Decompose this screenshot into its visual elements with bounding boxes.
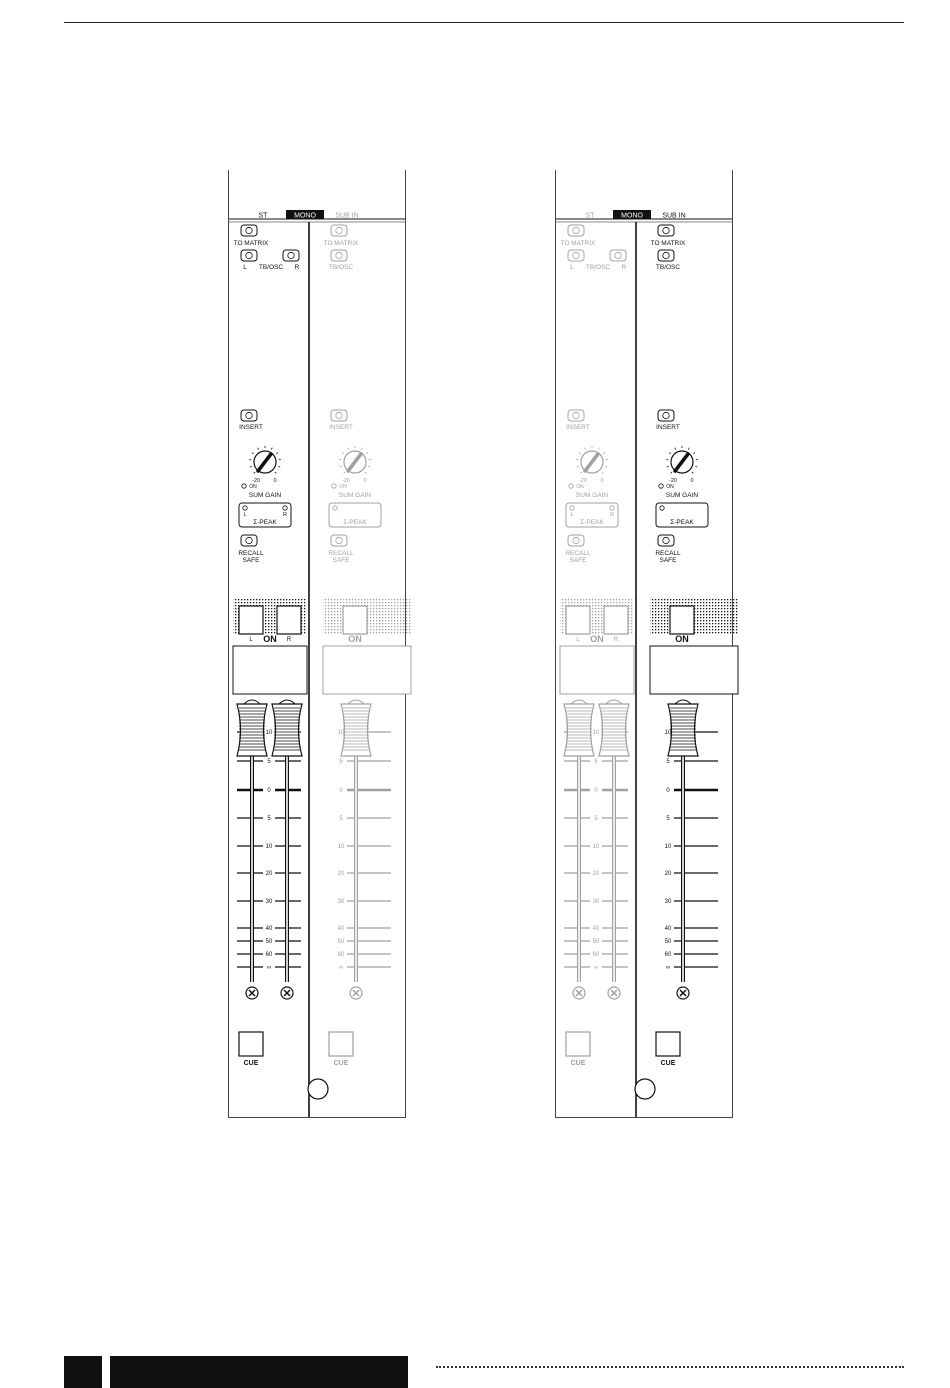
to-matrix-button-right-2[interactable]	[658, 225, 674, 236]
sum-gain-knob-right-1[interactable]	[339, 446, 371, 473]
scale-label-30: 30	[664, 899, 672, 905]
scale-label-20: 20	[265, 871, 273, 877]
scale-label-5: 5	[594, 759, 598, 765]
tb-osc-l-button-left-1[interactable]	[241, 250, 257, 261]
tb-osc-l-label: L	[570, 264, 574, 271]
cue-label: CUE	[660, 1060, 676, 1067]
knob-max-label: 0	[273, 478, 277, 484]
peak-label: Σ-PEAK	[343, 519, 367, 526]
footer-page-block	[64, 1356, 102, 1388]
footer-dotted-rule	[436, 1366, 904, 1368]
column-left	[560, 225, 634, 1067]
scale-label-10: 10	[337, 844, 345, 850]
sum-gain-on-label: ON	[576, 484, 584, 490]
scale-label-5: 5	[594, 816, 598, 822]
on-l-label: L	[249, 637, 253, 643]
header-rule	[64, 22, 904, 23]
sum-gain-label: SUM GAIN	[575, 492, 609, 499]
knob-min-label: -20	[342, 478, 350, 484]
scale-label-40: 40	[664, 926, 672, 932]
channel-name-strip-right-2	[650, 646, 738, 694]
on-label: ON	[590, 634, 604, 644]
tb-osc-r-button-left-2[interactable]	[610, 250, 626, 261]
channel-name-strip-right-1	[323, 646, 411, 694]
mounting-hole-icon	[635, 1079, 655, 1099]
scale-label-60: 60	[337, 952, 345, 958]
fader-cap	[237, 704, 267, 756]
tb-osc-label: TB/OSC	[258, 264, 284, 271]
knob-max-label: 0	[363, 478, 367, 484]
scale-label-40: 40	[337, 926, 345, 932]
insert-label: INSERT	[239, 424, 263, 431]
insert-label: INSERT	[566, 424, 590, 431]
mode-label-sub-in: SUB IN	[662, 212, 686, 220]
fader-cap	[599, 704, 629, 756]
mode-label-mono: MONO	[294, 212, 316, 220]
scale-label-0: 0	[594, 788, 598, 794]
sum-gain-on-led	[242, 484, 246, 488]
mode-label-sub-in: SUB IN	[335, 212, 359, 220]
safe-label: SAFE	[569, 557, 587, 564]
recall-label: RECALL	[655, 550, 681, 557]
scale-label-∞: ∞	[665, 965, 671, 971]
mode-label-st: ST	[258, 212, 268, 220]
sum-gain-on-label: ON	[666, 484, 674, 490]
tb-osc-r-label: R	[621, 264, 627, 271]
scale-label-5: 5	[666, 759, 670, 765]
scale-label-50: 50	[265, 939, 273, 945]
peak-label: Σ-PEAK	[253, 519, 277, 526]
footer-title-bar	[110, 1356, 408, 1388]
safe-label: SAFE	[332, 557, 350, 564]
scale-label-5: 5	[339, 759, 343, 765]
scale-label-10: 10	[592, 730, 600, 736]
scale-label-50: 50	[592, 939, 600, 945]
on-button-right-1[interactable]	[343, 606, 367, 634]
cue-label: CUE	[333, 1060, 349, 1067]
tb-osc-l-label: L	[243, 264, 247, 271]
scale-label-∞: ∞	[266, 965, 272, 971]
cue-label: CUE	[570, 1060, 586, 1067]
sum-gain-label: SUM GAIN	[248, 492, 282, 499]
recall-safe-button-left-2[interactable]	[568, 535, 584, 546]
safe-label: SAFE	[659, 557, 677, 564]
scale-label-0: 0	[666, 788, 670, 794]
scale-label-0: 0	[339, 788, 343, 794]
scale-label-40: 40	[592, 926, 600, 932]
sum-gain-knob-right-2[interactable]	[666, 446, 698, 473]
safe-label: SAFE	[242, 557, 260, 564]
scale-label-10: 10	[592, 844, 600, 850]
on-r-label: R	[286, 637, 292, 643]
on-label: ON	[348, 634, 362, 644]
on-r-label: R	[613, 637, 619, 643]
scale-label-5: 5	[267, 759, 271, 765]
on-l-button-left-2[interactable]	[566, 606, 590, 634]
scale-label-10: 10	[265, 844, 273, 850]
scale-label-30: 30	[337, 899, 345, 905]
peak-r-label: R	[283, 512, 287, 518]
sum-gain-knob-left-1[interactable]	[249, 446, 281, 473]
channel-strip-panel-1	[228, 170, 406, 1118]
tb-osc-button-right-1[interactable]	[331, 250, 347, 261]
channel-strip-diagram-2	[556, 170, 732, 1117]
peak-l-label: L	[243, 512, 247, 518]
tb-osc-r-button-left-1[interactable]	[283, 250, 299, 261]
tb-osc-r-label: R	[294, 264, 300, 271]
to-matrix-button-left-2[interactable]	[568, 225, 584, 236]
to-matrix-label: TO MATRIX	[233, 240, 269, 247]
scale-label-50: 50	[337, 939, 345, 945]
column-left	[233, 225, 307, 1067]
knob-min-label: -20	[669, 478, 677, 484]
to-matrix-label: TO MATRIX	[323, 240, 359, 247]
cue-button-left-2[interactable]	[566, 1032, 590, 1056]
insert-button-left-2[interactable]	[568, 410, 584, 421]
insert-label: INSERT	[656, 424, 680, 431]
knob-min-label: -20	[252, 478, 260, 484]
cue-button-right-2[interactable]	[656, 1032, 680, 1056]
scale-label-30: 30	[592, 899, 600, 905]
scale-label-5: 5	[339, 816, 343, 822]
scale-label-20: 20	[592, 871, 600, 877]
tb-osc-label: TB/OSC	[585, 264, 611, 271]
on-l-label: L	[576, 637, 580, 643]
to-matrix-button-right-1[interactable]	[331, 225, 347, 236]
scale-label-∞: ∞	[338, 965, 344, 971]
sum-gain-on-led	[332, 484, 336, 488]
insert-label: INSERT	[329, 424, 353, 431]
scale-label-10: 10	[337, 730, 345, 736]
cue-button-left-1[interactable]	[239, 1032, 263, 1056]
on-label: ON	[263, 634, 277, 644]
scale-label-60: 60	[265, 952, 273, 958]
sum-gain-on-label: ON	[249, 484, 257, 490]
on-label: ON	[675, 634, 689, 644]
knob-min-label: -20	[579, 478, 587, 484]
scale-label-30: 30	[265, 899, 273, 905]
recall-label: RECALL	[565, 550, 591, 557]
on-l-button-left-1[interactable]	[239, 606, 263, 634]
sum-gain-on-led	[659, 484, 663, 488]
mounting-hole-icon	[308, 1079, 328, 1099]
tb-osc-label: TB/OSC	[655, 264, 681, 271]
scale-label-10: 10	[664, 844, 672, 850]
recall-label: RECALL	[328, 550, 354, 557]
on-button-right-2[interactable]	[670, 606, 694, 634]
fader-cap	[341, 704, 371, 756]
scale-label-5: 5	[666, 816, 670, 822]
recall-safe-button-left-1[interactable]	[241, 535, 257, 546]
channel-name-strip-left-2	[560, 646, 634, 694]
scale-label-∞: ∞	[593, 965, 599, 971]
fader-cap	[564, 704, 594, 756]
sum-gain-on-led	[569, 484, 573, 488]
tb-osc-label: TB/OSC	[328, 264, 354, 271]
peak-l-label: L	[570, 512, 574, 518]
recall-label: RECALL	[238, 550, 264, 557]
to-matrix-button-left-1[interactable]	[241, 225, 257, 236]
scale-label-10: 10	[664, 730, 672, 736]
fader-cap	[668, 704, 698, 756]
scale-label-0: 0	[267, 788, 271, 794]
scale-label-10: 10	[265, 730, 273, 736]
peak-label: Σ-PEAK	[670, 519, 694, 526]
on-r-button-left-1[interactable]	[277, 606, 301, 634]
column-right	[323, 225, 411, 1067]
tb-osc-l-button-left-2[interactable]	[568, 250, 584, 261]
scale-label-60: 60	[592, 952, 600, 958]
scale-label-40: 40	[265, 926, 273, 932]
scale-label-5: 5	[267, 816, 271, 822]
insert-button-left-1[interactable]	[241, 410, 257, 421]
knob-max-label: 0	[690, 478, 694, 484]
sum-gain-on-label: ON	[339, 484, 347, 490]
scale-label-50: 50	[664, 939, 672, 945]
tb-osc-button-right-2[interactable]	[658, 250, 674, 261]
scale-label-60: 60	[664, 952, 672, 958]
scale-label-20: 20	[664, 871, 672, 877]
insert-button-right-2[interactable]	[658, 410, 674, 421]
mode-label-st: ST	[585, 212, 595, 220]
channel-strip-panel-2	[555, 170, 733, 1118]
column-right	[650, 225, 738, 1067]
recall-safe-button-right-1[interactable]	[331, 535, 347, 546]
to-matrix-label: TO MATRIX	[560, 240, 596, 247]
scale-label-20: 20	[337, 871, 345, 877]
channel-name-strip-left-1	[233, 646, 307, 694]
mode-label-mono: MONO	[621, 212, 643, 220]
sum-gain-label: SUM GAIN	[665, 492, 699, 499]
sum-gain-knob-left-2[interactable]	[576, 446, 608, 473]
insert-button-right-1[interactable]	[331, 410, 347, 421]
peak-label: Σ-PEAK	[580, 519, 604, 526]
sum-gain-label: SUM GAIN	[338, 492, 372, 499]
knob-max-label: 0	[600, 478, 604, 484]
on-r-button-left-2[interactable]	[604, 606, 628, 634]
fader-cap	[272, 704, 302, 756]
to-matrix-label: TO MATRIX	[650, 240, 686, 247]
peak-r-label: R	[610, 512, 614, 518]
channel-strip-diagram-1	[229, 170, 405, 1117]
recall-safe-button-right-2[interactable]	[658, 535, 674, 546]
cue-button-right-1[interactable]	[329, 1032, 353, 1056]
cue-label: CUE	[243, 1060, 259, 1067]
